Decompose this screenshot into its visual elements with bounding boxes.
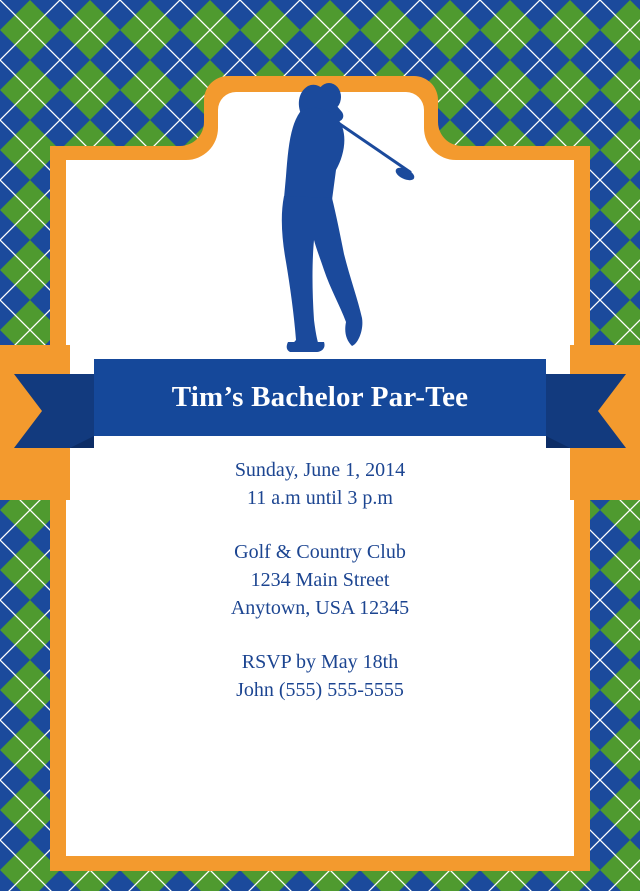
event-date: Sunday, June 1, 2014 [234,459,406,481]
venue-street: 1234 Main Street [250,569,390,591]
rsvp-contact: John (555) 555-5555 [236,679,404,701]
rsvp-deadline: RSVP by May 18th [241,651,399,673]
event-time: 11 a.m until 3 p.m [247,487,393,509]
event-date-time [0,456,640,512]
rsvp-info [0,648,640,704]
venue-city: Anytown, USA 12345 [230,597,410,619]
event-title: Tim’s Bachelor Par-Tee [171,381,469,413]
event-location [0,538,640,622]
venue-name: Golf & Country Club [234,541,406,563]
